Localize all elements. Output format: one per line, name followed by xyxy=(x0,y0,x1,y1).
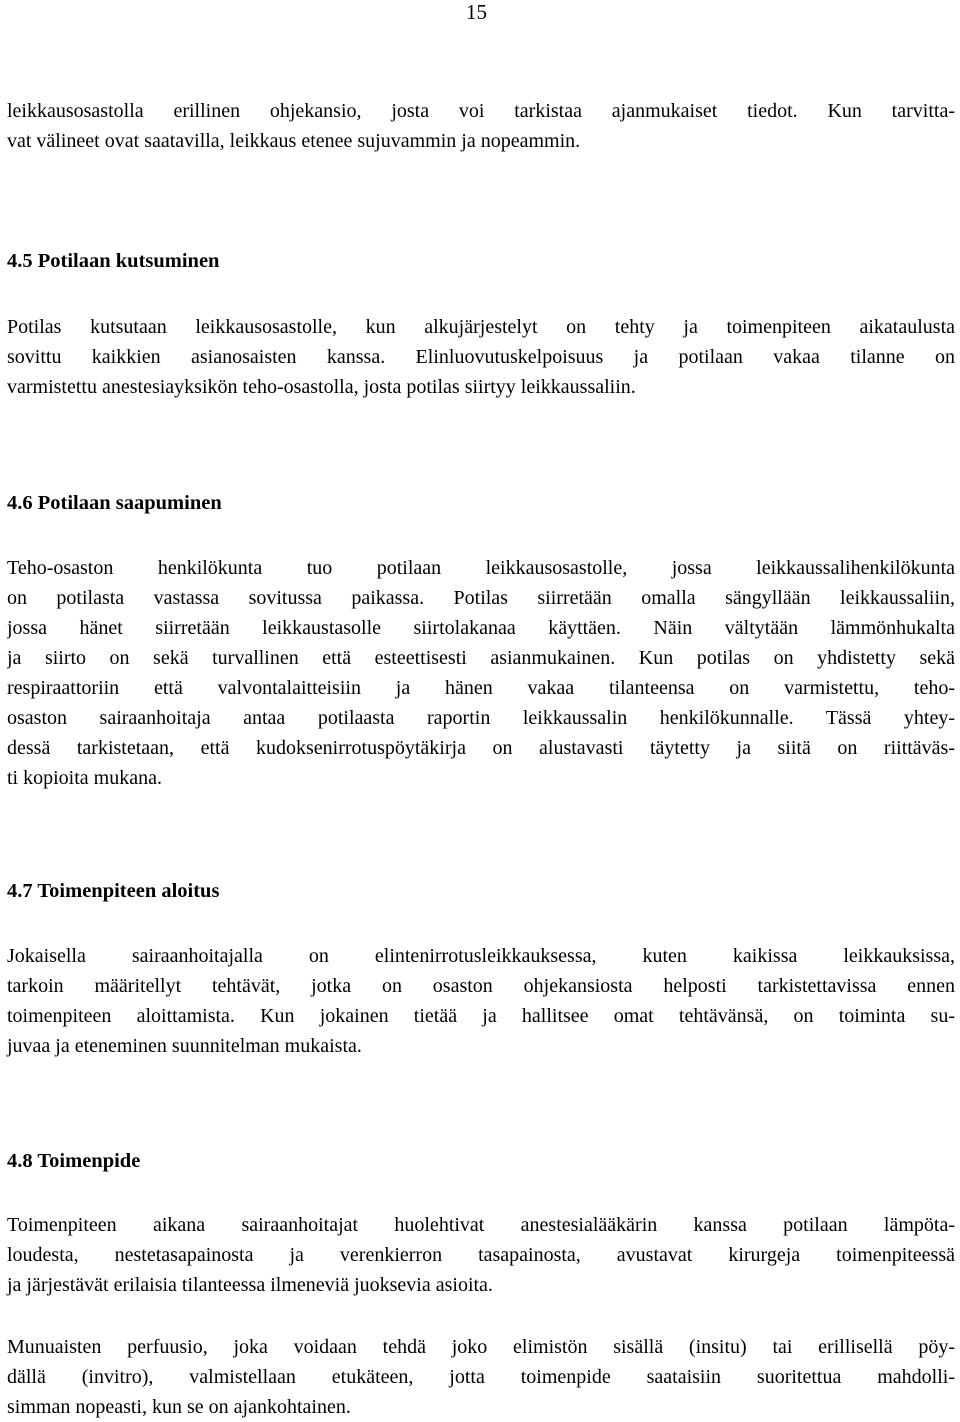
text-line: respiraattoriin että valvontalaitteisiin ja hänen vakaa tilanteensa on varmistettu, teho- xyxy=(7,677,955,699)
text-line: toimenpiteen aloittamista. Kun jokainen tietää ja hallitsee omat tehtävänsä, on toiminta su- xyxy=(7,1005,955,1027)
text-line: leikkausosastolla erillinen ohjekansio, josta voi tarkistaa ajanmukaiset tiedot. Kun tarvitta- xyxy=(7,100,955,122)
text-line: Jokaisella sairaanhoitajalla on elintenirrotusleikkauksessa, kuten kaikissa leikkauksissa, xyxy=(7,945,955,967)
section-heading-4-6: 4.6 Potilaan saapuminen xyxy=(7,492,222,514)
text-line: ja järjestävät erilaisia tilanteessa ilmeneviä juoksevia asioita. xyxy=(7,1274,493,1296)
text-line: vat välineet ovat saatavilla, leikkaus etenee sujuvammin ja nopeammin. xyxy=(7,130,581,152)
text-line: varmistettu anestesiayksikön teho-osastolla, josta potilas siirtyy leikkaussaliin. xyxy=(7,376,636,398)
text-line: dessä tarkistetaan, että kudoksenirrotuspöytäkirja on alustavasti täytetty ja siitä on riittäväs- xyxy=(7,737,955,759)
text-line: simman nopeasti, kun se on ajankohtainen. xyxy=(7,1396,351,1418)
text-line: loudesta, nestetasapainosta ja verenkierron tasapainosta, avustavat kirurgeja toimenpiteessä xyxy=(7,1244,955,1266)
text-line: tarkoin määritellyt tehtävät, jotka on osaston ohjekansiosta helposti tarkistettavissa ennen xyxy=(7,975,955,997)
text-line: ti kopioita mukana. xyxy=(7,767,162,789)
section-4-6-paragraph xyxy=(7,553,955,793)
page-number: 15 xyxy=(466,0,487,24)
section-heading-4-5: 4.5 Potilaan kutsuminen xyxy=(7,250,220,272)
text-line: Toimenpiteen aikana sairaanhoitajat huolehtivat anestesialääkärin kanssa potilaan lämpöta- xyxy=(7,1214,955,1236)
section-4-8-paragraph-1 xyxy=(7,1210,955,1300)
text-line: Teho-osaston henkilökunta tuo potilaan leikkausosastolle, jossa leikkaussalihenkilökunta xyxy=(7,557,955,579)
text-line: sovittu kaikkien asianosaisten kanssa. Elinluovutuskelpoisuus ja potilaan vakaa tilanne on xyxy=(7,346,955,368)
section-heading-4-8: 4.8 Toimenpide xyxy=(7,1150,141,1172)
section-4-5-paragraph xyxy=(7,312,955,402)
text-line: osaston sairaanhoitaja antaa potilaasta raportin leikkaussalin henkilökunnalle. Tässä yhtey- xyxy=(7,707,955,729)
section-4-7-paragraph xyxy=(7,941,955,1061)
text-line: Munuaisten perfuusio, joka voidaan tehdä joko elimistön sisällä (insitu) tai erillisellä pöy- xyxy=(7,1336,955,1358)
text-line: dällä (invitro), valmistellaan etukäteen, jotta toimenpide saataisiin suoritettua mahdolli- xyxy=(7,1366,955,1388)
section-4-8-paragraph-2 xyxy=(7,1332,955,1422)
text-line: Potilas kutsutaan leikkausosastolle, kun alkujärjestelyt on tehty ja toimenpiteen aikataulusta xyxy=(7,316,955,338)
text-line: jossa hänet siirretään leikkaustasolle siirtolakanaa käyttäen. Näin vältytään lämmönhukalta xyxy=(7,617,955,639)
intro-paragraph xyxy=(7,96,955,156)
text-line: on potilasta vastassa sovitussa paikassa. Potilas siirretään omalla sängyllään leikkaussaliin, xyxy=(7,587,955,609)
text-line: ja siirto on sekä turvallinen että esteettisesti asianmukainen. Kun potilas on yhdistetty sekä xyxy=(7,647,955,669)
section-heading-4-7: 4.7 Toimenpiteen aloitus xyxy=(7,880,220,902)
text-line: juvaa ja eteneminen suunnitelman mukaista. xyxy=(7,1035,362,1057)
